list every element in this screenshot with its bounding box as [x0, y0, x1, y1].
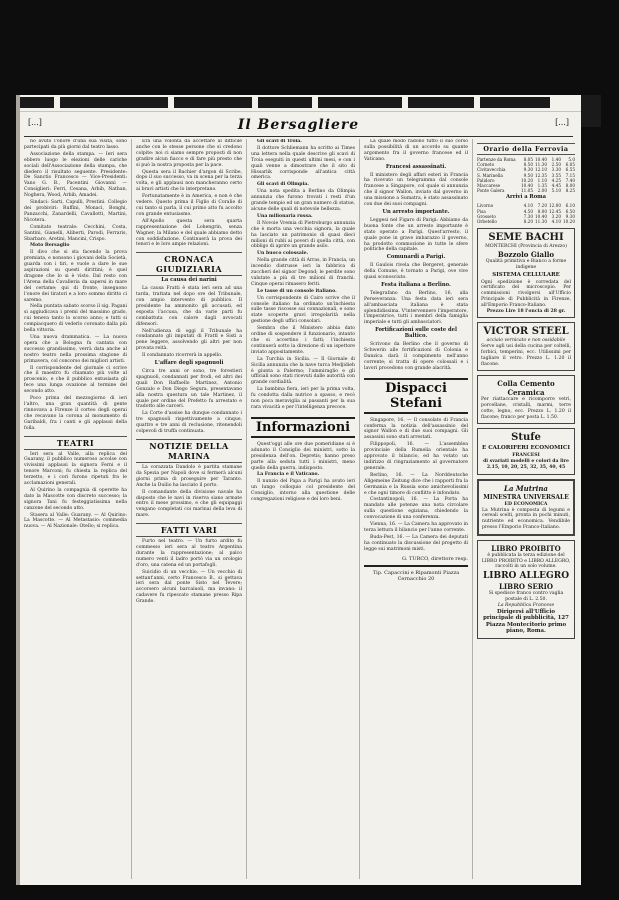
timetable-subtitle: Arrivi a Roma — [505, 194, 547, 201]
article-text: Stasera al Valle: Guarany. — Al Quirino: La Mascotte. — Al Metastasio: commedia nuova. — Al Nazionale: Otello; si replica. — [24, 512, 127, 530]
article-headline: Gli scavi di Olimpia. — [257, 182, 309, 188]
article-text: Sindaci: Sarti, Capulli, Prestini. Collegio dei probiviri: Ruffini, Monaci, Bonghi, Panzacchi, Zanardelli, Cavallotti, Martini, Nicotera. — [24, 200, 127, 223]
train-time: 6.55 — [565, 167, 575, 173]
article-text: Nell'udienza di oggi il Tribunale ha condannato gli imputati di Frattl e Sisti a pene leggere, assolvendo gli altri per non provata reità. — [136, 328, 242, 352]
article-text: La Turchia in Sicilia. — Il Giornale di Sicilia annunzia che la nave turca Medjidieh è giunta a Palermo; l'ammiraglio e gli ufficiali sono stati ricevuti dalle autorità con grande cordialità. — [251, 356, 355, 386]
train-time: 5.0 — [568, 157, 575, 162]
train-time: 12.45 — [549, 208, 561, 214]
train-time: 10.40 — [535, 213, 547, 219]
article-text: Costantinopoli, 16. — La Porta ha mandato alle potenze una nota circolare sulla questione egiziana, chiedendo la convocazione di una conferenza. — [364, 497, 468, 521]
train-time: 4.25 — [551, 177, 561, 183]
timetable-row — [477, 167, 575, 172]
article-headline: Le tasse di un console italiano. — [257, 288, 337, 294]
train-time: 9.30 — [565, 213, 575, 219]
timetable-row — [477, 203, 575, 208]
train-time: 10.40 — [521, 183, 533, 189]
article-headline: Una milionaria russa. — [257, 213, 313, 219]
ad-subtitle: FRANCESI — [512, 453, 540, 459]
ad-title-tertiary: LIBRO SERIO — [498, 582, 554, 592]
train-time: 7.40 — [565, 177, 575, 183]
article-text: Nella puntata sabato scorso il sig. Pagani si aggiudicava i premi del massimo grado, cui teneva tanto lo scorso anno; e tutti si compiacquero di vederlo coronato dalla più bella vittoria. — [24, 304, 127, 334]
ad-victor-steel — [477, 322, 575, 371]
timetable-title: Orario della Ferrovia — [477, 143, 575, 155]
train-time: 8.00 — [537, 208, 547, 214]
ad-text: Ogni spedizione è corredata del certificato del microscopio. Per commissioni rivolgersi all'Ufficio Principale di Pubblicità in Firenze, all'Emporio Franco-Italiano. — [481, 279, 571, 308]
subheading: Un arresto importante. — [382, 208, 450, 215]
article-text: Un corrispondente di Cairo scrive che il console italiano ha ordinato un'inchiesta sulle tasse riscosse sui connazionali, e sono state scoperte gravi irregolarità nella gestione degli uffici consolari. — [251, 295, 355, 325]
article-text: Furto nel teatro. — Un furto ardito fu commesso ieri sera al teatro Argentina durante la rappresentazione; al palco numero venti il ladro portò via un orologio d'oro, una catena ed un portafogli. — [136, 539, 242, 568]
article-text: Buda-Pest, 16. — La Camera dei deputati ha continuato la discussione del progetto di legge sui matrimoni misti. — [364, 534, 468, 552]
article-text: Poco prima del mezzogiorno di ieri l'altro, una gran quantità di gente rinnovava a Firenze il corteo degli operai che recavano la corona al monumento di Garibaldi, fra i canti e gli applausi della folla. — [24, 396, 127, 431]
column-2 — [136, 139, 242, 879]
train-time: 11.05 — [521, 188, 533, 194]
article-text: Filippopoli, 16. — L'assemblea provinciale della Rumelia orientale ha approvato il bilancio, ed ha votato un indirizzo di ringraziamento al governatore generale. — [364, 442, 468, 471]
article-text: Singapore, 16. — Il consolato di Francia conferma la notizia dell'assassinio del signor Wallon e di due suoi compagni. Gli assassini sono stati arrestati. — [364, 417, 468, 441]
article-text: Nella grande città di Arras, in Francia, un incendio distrusse ieri la fabbrica di zuccheri del signor Degond; le perdite sono valutate a più di tre milioni di franchi. Cinque operai rimasero feriti. — [251, 258, 355, 287]
article-text: Suicidio di un vecchio. — Un vecchio di settant'anni, certo Francesco B., si gettava ieri sera dal ponte Sisto nel Tevere; accorsero alcuni barcaiuoli, ma invano: il cadavere fu ripescato stamane presso Ripa Grande. — [136, 569, 242, 605]
masthead — [16, 114, 581, 134]
article-text: Questa sera il Bachier d'argon di Scribe, dopo il suo successo, va in scena per la terza volta, e gli applausi non mancheranno certo ai bravi artisti che lo interpretano. — [136, 169, 242, 193]
train-time: 11.30 — [535, 218, 547, 224]
train-time: 4.50 — [523, 208, 533, 214]
article-text: Ieri sera al Valle, alla replica del Guarany, il pubblico numeroso accolse con vivissimi applausi la signora Ferni e il tenore Marconi; fu chiesta la replica del terzetto, e i cori furono ripetuti fra le acclamazioni generali. — [24, 451, 127, 487]
page-number-left: [...] — [28, 118, 42, 127]
train-time: 8.20 — [523, 218, 533, 224]
article-text: Il condannato ricorrerà in appello. — [142, 353, 223, 359]
newspaper-title: Il Bersagliere — [237, 117, 360, 133]
column-4 — [364, 139, 468, 879]
column-1 — [24, 139, 127, 879]
article-text: La Corte d'assise ha dunque condannato i tre spagnuoli rispettivamente a cinque, quattro e tre anni di reclusione, ritenendoli colpevoli di truffa continuata. — [136, 411, 242, 435]
station-name: Corneto — [477, 162, 495, 168]
ad-colla-cemento — [477, 375, 575, 424]
article-headline: La Francia e il Vaticano. — [257, 472, 320, 478]
column-divider — [246, 139, 247, 879]
column-divider — [131, 139, 132, 879]
printer-line: Tip. Capaccini e Ripamonti Piazza Cernacchio 20 — [372, 570, 460, 583]
ad-seme-bachi — [477, 228, 575, 318]
train-time: 2.00 — [537, 188, 547, 194]
station-name: S. Marinella — [477, 172, 503, 178]
article-text: Scrivono da Berlino che il governo di Schwerin alle fortificazioni di Colonia e Danzica darà il compimento nell'anno corrente; si tratta di opere colossali e i lavori procedono con grande alacrità. — [364, 342, 468, 371]
article-headline: Moto Bersaglio — [30, 243, 70, 249]
article-text: Il Gaulois rivela che Bergeret, generale della Comune, è tornato a Parigi, ove vive quasi sconosciuto. — [364, 263, 468, 281]
ad-title-secondary: MINESTRA UNIVERSALE — [483, 493, 569, 501]
train-time: 12.00 — [549, 203, 561, 209]
train-time: 12.35 — [535, 172, 547, 178]
article-text: Era una volontà da accettare al difficile anche con le stesse persone che si credono colpite: noi ci siamo sempre proposti di non gradire alcun fiacco e di fare più presto che si può la nostra proposta per la pace. — [136, 139, 242, 168]
train-time: 10.40 — [535, 157, 547, 162]
ad-title: La Mutrina — [504, 483, 548, 493]
page-edge-shadow — [16, 95, 20, 885]
article-text: Una nota spedita a Berlino da Olimpia annunzia che furono trovati i resti d'un grande tempio ed un gran numero di statue, alcune delle quali di notevole bellezza. — [251, 189, 355, 212]
train-time: 7.15 — [565, 172, 575, 178]
ad-text: di svariati modelli e colori da lire 2.15, 10, 20, 25, 32, 35, 40, 45 — [483, 459, 569, 471]
train-time: 10.20 — [521, 177, 533, 183]
article-text: La corazzata Dandolo è partita stamane da Spezia per Napoli dove si fermerà alcuni giorni prima di proseguire per Taranto. Anche la Duilio ha lasciato il porto. — [136, 464, 242, 488]
subheading: Festa italiana a Berlino. — [381, 281, 451, 288]
ad-title: SEME BACHI — [488, 232, 564, 244]
article-text: Quest'oggi alle ore due pomeridiane si è adunato il Consiglio dei ministri, sotto la presidenza dell'on. Depretis; hanno preso parte alla seduta tutti i ministri, meno quello della guerra, indisposto. — [251, 441, 355, 471]
page-number-right: [...] — [555, 118, 569, 127]
article-text: Il Novoie Vremia di Pietroburgo annunzia che è morta una vecchia signora, la quale ha lasciato un patrimonio di quasi dieci milioni di rubli ai poveri di quella città, con obbligo di aprire un grande asilo. — [251, 220, 355, 250]
train-time: 4.10 — [523, 203, 533, 209]
article-text: La quale modo radono tutto il suo corso sulla possibilità di un accordo su quante argomento fra il governo francese ed il Vaticano. — [364, 139, 468, 162]
train-time: 4.10 — [551, 218, 561, 224]
ad-text: Dirigersi all'Ufficio principale di pubblicità, 127 Piazza Montecitorio primo piano, Roma. — [483, 608, 569, 635]
ad-text: Per riattaccare e ricomporre vetri, porcellane, cristalli, marmi, terre cotte, legno, ecc. Prezzo L. 1.20 il flacone; franco per posta L. 1.50. — [481, 397, 571, 420]
article-text: Vienna, 16. — La Camera ha approvato in terza lettura il bilancio per l'anno corrente. — [364, 522, 468, 533]
train-time: 7.30 — [523, 213, 533, 219]
column-divider — [359, 139, 360, 879]
article-text: Berlino, 16. — La Norddeutsche Allgemeine Zeitung dice che i rapporti fra la Germania e la Russia sono amichevolissimi e che ogni timore di conflitto è infondato. — [364, 472, 468, 496]
subheading: Comunardi a Parigi. — [386, 254, 446, 261]
train-time: 8.05 — [523, 157, 533, 162]
train-time: 5.10 — [551, 188, 561, 194]
ad-title: VICTOR STEEL — [483, 326, 569, 338]
train-time: 7.20 — [537, 203, 547, 209]
divider — [364, 565, 468, 567]
ad-text: è pubblicata la terza edizione del LIBRO PROIBITO e LIBRO ALLEGRO, raccolti in un solo volume. — [481, 552, 571, 570]
ad-subtitle: ED ECONOMICA — [504, 501, 548, 507]
train-time: 1.40 — [551, 157, 561, 162]
station-name: Partenze da Roma — [477, 157, 516, 162]
ad-text: La Mutrina è composta di legumi e cereali scelti, pronta in pochi minuti, nutriente ed economica. Vendibile presso l'Emporio Franco-Italiano. — [482, 507, 570, 531]
subheading: Francesi assassinati. — [385, 163, 447, 170]
article-headline: Un buoco colossale. — [257, 251, 309, 257]
editor-signature: G. TURCO, direttore resp. — [402, 555, 468, 562]
top-strip — [16, 95, 581, 112]
column-5-ads — [477, 139, 575, 879]
article-text: Comitato teatrale: Cecchini, Costa, Santini, Gianelli, Aliberti, Parodi, Ferraris, Sbarbaro, Aretini, Mancini, Crispo. — [24, 224, 127, 242]
masthead-rule — [24, 136, 573, 137]
newspaper-page — [16, 95, 581, 885]
section-heading-teatri: TEATRI — [24, 436, 127, 450]
article-text: Il divo che si sta facendo la prova premiata, e nonsono i giovani della Società, guarda con i tiri, e vuole a dare le sue aspirazioni su questi dirittini; è quel dragone che lo si è visto. Dal resto con l'Arena della Cavalleria da sapersi in mare del certame; qui di fronte, inseguono l'onore dei tiratori e a loro sommo diritto ci saremo. — [24, 250, 127, 303]
station-name: Pisa — [477, 208, 486, 214]
section-heading-fatti-vari: FATTI VARI — [136, 523, 242, 537]
train-time: 3.55 — [551, 172, 561, 178]
article-text: All'Apollo questa sera quarta rappresentazione del Lohengrin, senza Wagner; la Milano e del quale abbiamo detto con soddisfazione. Continuerà la prova dei tenori e le loro ampie relazioni. — [136, 218, 242, 248]
ad-note: Qualità primitiva e Bianco a forme indigene — [485, 258, 567, 270]
ad-title: LIBRO PROIBITO — [491, 543, 561, 553]
subheading: Fortificazioni sulle coste del Baltico. — [375, 327, 457, 340]
ad-subtitle: MONTERCHI (Provincia di Arezzo) — [485, 244, 567, 250]
article-text: Il comandante della divisione navale ha disposto che le navi in riserva siano armate entro il mese prossimo, e che gli equipaggi vengano completati coi marinai della leva di mare. — [136, 489, 242, 519]
scan-marker — [581, 95, 601, 127]
train-time: 3.20 — [551, 213, 561, 219]
train-time: 3.30 — [551, 167, 561, 173]
train-time: 4.45 — [551, 183, 561, 189]
timetable-row — [477, 219, 575, 224]
ad-stufe — [477, 428, 575, 474]
station-name: Grosseto — [477, 213, 496, 219]
station-name: Ponte Galera — [477, 188, 505, 194]
section-heading-dispacci: Dispacci Stefani — [364, 378, 468, 414]
train-time: 2.50 — [551, 162, 561, 168]
ad-title-secondary: E CALORIFERI ECONOMICI — [482, 445, 570, 452]
article-text: Telegrafano da Berlino, 16, alla Perseveranza: Una festa data ieri sera all'ambasciata italiana è stata splendidissima. V'intervennero l'imperatore, l'imperatrice, tutti i membri della famiglia imperiale e tutti gli ambasciatori. — [364, 290, 468, 326]
train-time: 6.50 — [565, 208, 575, 214]
timetable-arrivals — [477, 203, 575, 224]
article-text: Associazione della stampa. — Ieri sera ebbero luogo le elezioni delle cariche sociali dell'Associazione della stampa, che diedero il risultato seguente. Presidente: De Sanctis Francesco — Vice-Presidenti: Vano G. B., Pacentini Giovanni — Consiglieri: Ferri, Cesana, Arbib, Nathan, Noghera, Wood, Arbib, Amadei. — [24, 151, 127, 199]
ad-title: Colla Cemento Ceramica — [497, 379, 555, 398]
train-time: 9.30 — [523, 167, 533, 173]
station-name: Civitavecchia — [477, 167, 506, 173]
article-text: Fortunatamente è in America, e non è che vedere. Questo prima il Figlio di Coralie di cui tanto si parla, il cui primo atto fu accolto con grande entusiasmo. — [136, 194, 242, 217]
ad-mutrina — [477, 479, 575, 536]
ad-title-secondary: SISTEMA CELLULARE — [492, 271, 560, 278]
article-text: no avuto l'onore d'una sua visita, sono partecipati da più giorni dal teatro lasso. — [24, 139, 127, 150]
article-text: Al Quirino la compagnia di operette ha dato la Mascotte con discreto successo; la signora Tani fu festeggiatissima nella canzone del secondo atto. — [24, 487, 127, 511]
ad-price: Prezzo Lire 18 l'oncia di 28 gr. — [486, 308, 566, 314]
column-divider — [472, 139, 473, 879]
train-time: 11.30 — [535, 162, 547, 168]
timetable-row — [477, 188, 575, 193]
article-text: Circa tre anni or sono, tre forestieri spagnuoli, condannati per frodi, ed altri dei quali Don Raffaello Martinez, Antonio Gonzalo e Don Diego Segura, presentavano alla nostra questura un tale Martinez, il quale per ordine del Prefetto fu arrestato e tradotto alle carceri. — [136, 369, 242, 410]
article-text: Il ministero degli affari esteri in Francia ha ricevuto un telegramma dal console francese a Singapore, col quale si annunzia che il signor Wallon, inviato dal governo in una missione a Sumatra, è stato assassinato con due dei suoi compagni. — [364, 172, 468, 208]
article-text: Sembra che il Ministero abbia dato ordine di sospendere il funzionario, intanto che si accertino i fatti; l'inchiesta continuerà sotto la direzione di un ispettore inviato appositamente. — [251, 326, 355, 355]
train-time: 12.10 — [535, 167, 547, 173]
subheading: La causa dei narini — [161, 277, 217, 284]
article-text: Una nuova drammatica. — La nuova opera che a Bologna fu cantata con successo grandissimo, verrà data anche al nostro teatro nella prossima stagione di primavera, col concorso dei migliori artisti. — [24, 335, 127, 364]
article-text: Il nunzio del Papa a Parigi ha avuto ieri un lungo colloquio col presidente del Consiglio, intorno alla questione delle congregazioni religiose e dei loro beni. — [251, 479, 355, 503]
ad-subtitle: acciaio vernicato e non ossidabile — [486, 338, 566, 344]
article-text: La causa Fratti è stata ieri sera ad una tarda, trattata nel dopo ore del Tribunale, con ampio intervento di pubblico. Il presidente ha ammonito gli accusati, ed esposta l'accusa, che da varie parti fu combattuta con calore dagli avvocati difensori. — [136, 286, 242, 327]
train-time: 6.05 — [565, 162, 575, 168]
train-time: 9.50 — [523, 172, 533, 178]
train-time: 1.35 — [537, 183, 547, 189]
article-text: Leggesi nel Figaro di Parigi: Abbiamo da buona fonte che un arresto importante è stato operato a Parigi. Quest'arresto, il quale pone in grave imbarazzo il governo, ha prodotto commozione in tutte le sfere politiche della capitale. — [364, 217, 468, 253]
timetable-departures — [477, 157, 575, 193]
station-name: Palidoro — [477, 177, 495, 183]
subheading: L'affare degli spagnuoli — [154, 360, 224, 367]
station-name: Orbetello — [477, 218, 497, 224]
train-time: 8.00 — [565, 183, 575, 189]
station-name: Maccarese — [477, 183, 501, 189]
ad-text: Serve agli usi della cucina per coltelli, forbici, temperini, ecc. Utilissimi per tagliare il vetro. Prezzo L. 1.20 il flacone. — [481, 344, 571, 367]
train-time: 8.25 — [565, 188, 575, 194]
train-time: 8.50 — [523, 162, 533, 168]
ad-title-secondary: LIBRO ALLEGRO — [482, 571, 570, 582]
article-text: La bambina fiera, ieri per la prima volta, fu condotta dalla nutrice a spasso, e recò non poca meraviglia ai passanti per la sua rara vivacità e per l'intelligenza precoce. — [251, 387, 355, 410]
ad-name: Bozzolo Giallo — [497, 249, 555, 259]
column-3 — [251, 139, 355, 879]
ad-libro-proibito — [477, 540, 575, 639]
ad-note: Si spedisce franco contro vaglia postale di L. 2.50. — [488, 591, 564, 603]
article-headline: Gli scavi di Troia. — [257, 139, 302, 144]
train-time: 10.20 — [563, 218, 575, 224]
ad-subtitle: La Repubblica Francese — [497, 602, 555, 608]
section-heading-cronaca: CRONACA GIUDIZIARIA — [136, 252, 242, 276]
article-text: Il dottore Schliemann ha scritto ai Times una lettera nella quale descrive gli scavi di Troia eseguiti in questi ultimi mesi, e con i quali venne a dimostrare che il sito di Hissarlik corrisponde all'antica città omerica. — [251, 145, 355, 181]
section-heading-marina: NOTIZIE DELLA MARINA — [136, 439, 242, 463]
section-heading-informazioni: Informazioni — [251, 417, 355, 438]
ad-title: Stufe — [511, 432, 541, 444]
station-name: Livorno — [477, 203, 494, 209]
article-text: Il corrispondente del giornale ci scrive che il maestro fu chiamato più volte al proscenio, e che il pubblico entusiasta gli fece una lunga ovazione al termine del secondo atto. — [24, 365, 127, 395]
train-time: 1.10 — [537, 177, 547, 183]
train-time: 6.10 — [565, 203, 575, 209]
